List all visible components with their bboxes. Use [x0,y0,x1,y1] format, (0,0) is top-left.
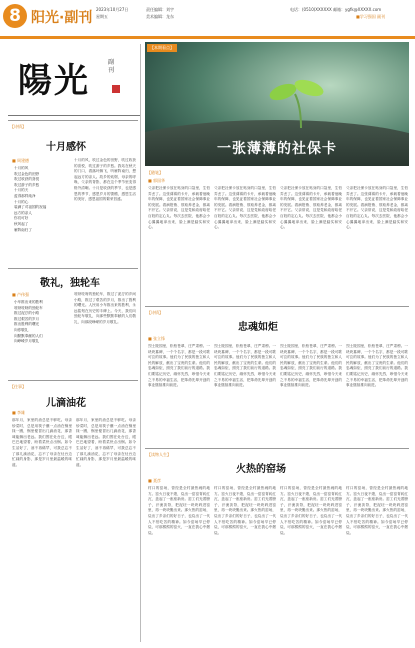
byline: ■ 张立锋 [148,336,166,341]
divider [8,380,138,381]
section-tag: 【诗情】 [147,310,163,315]
poem-line: 向峥嵘岁月敬礼 [14,339,40,344]
section-tag: 【诗情】 [10,124,26,129]
masthead-sub: 副刊 [108,59,115,74]
page-header [0,0,415,38]
weekday-line: 星期五 [96,14,108,19]
article-body-cont: 烈士陵园里，松柏苍翠，庄严肃穆。一块块墓碑，一个个名字，都是一段可歌可泣的故事。他们为了民族的独立和人民的解放，献出了宝贵的生命。他们的忠魂如炬，照亮了我们前行的道路。我们要铭记历史，缅怀先烈，珍惜今天来之不易的幸福生活，把革命先辈开创的事业继续推向前进。 [214,344,276,388]
poem-line: 你们可好 [14,216,29,221]
feature-photo [145,42,409,166]
poem-line: 吹过游子的乡愁 [14,182,40,187]
poem-line: 小车推出来的胜利 [14,300,43,304]
divider [8,268,138,269]
poem-line: 十月的心 [14,199,29,204]
masthead-rule [8,115,140,116]
headline: 十月感怀 [46,142,86,153]
article-body-cont: 父亲把社保卡放在贴身的口袋里，生怕弄丢了。这张薄薄的卡片，承载着他晚年的保障，也见证着国家社会保障事业的发展。看病报销、领取养老金，都离不开它。父亲常说，这是党和政府给老百姓的定心丸。每次去医院，他都会小心翼翼地拿出来，脸上满是踏实和安心。 [280,186,342,230]
poem-line: 蓝得那样纯净 [14,193,36,198]
headline: 敬礼，独轮车 [40,278,100,289]
poem-line: 推出胜利的曙光 [14,322,40,327]
article-body-cont: 父亲把社保卡放在贴身的口袋里，生怕弄丢了。这张薄薄的卡片，承载着他晚年的保障，也见证着国家社会保障事业的发展。看病报销、领取养老金，都离不开它。父亲常说，这是党和政府给老百姓的定心丸。每次去医院，他都会小心翼翼地拿出来，脸上满是踏实和安心。 [214,186,276,230]
byline: ■ 周建德 [12,158,30,163]
poem-line: 雁阵南归了 [14,227,32,232]
article-body-cont: 村口的窑场，曾经是全村最热闹的地方。窑火日夜不熄，烧出一窑窑青砖红瓦，盖起了一座座新房。窑工们光着膀子，汗流浃背，把泥坯一块块码进窑里，再一块块搬出来。那火热的窑场，烧出了乡亲们的好日子，也烧出了一代人不怕吃苦的精神。如今窑场早已停烧，可那熊熊的窑火，一直在我心中燃烧。 [280,486,342,535]
poem-column [14,166,72,266]
section-tag: 【读物人生】 [147,452,171,457]
poem-line: 向你敬礼 [14,327,29,332]
poem-line: 吹过收获的喜悦 [14,177,40,182]
photo-tag: 【本期看点】 [147,44,177,52]
headline: 儿滴油花 [46,398,86,409]
byline: ■ 李雄 [12,410,26,415]
date-line: 2023年10月27日 [96,7,129,12]
poem-line: 秋风起了 [14,221,29,226]
article-body: 吱呀吱呀的独轮车，推过了泥泞的乡间小路，推过了艰苦的岁月，推出了胜利的曙光。人民用小车推出来的胜利，永远铭刻在历史的丰碑上。今天，我们向独轮车敬礼，向那些默默奉献的人们敬礼，向那段峥嵘的岁月敬礼。 [74,292,136,324]
poem-line: 推过艰苦的岁月 [14,316,40,321]
article-body-cont: 那年月，家里的油总是不够吃。母亲炒菜时，总是用筷子蘸一点油在锅里抹一圈，锅里便冒出几滴油花，那香味能飘出老远。我们围在灶台边，眼巴巴地望着，盼着菜快点出锅。如今生活好了，油不再稀罕，可我总忘不了那几滴油花，忘不了母亲在灶台边忙碌的身影，那是岁月里最温暖的味道。 [76,418,136,467]
masthead [8,45,132,109]
article-body: 十月的风，吹过金色的田野，吹过收获的喜悦，吹过游子的乡愁。我站在秋天的门口，看落叶飘飞，听雁阵南归，想起远方的亲人。故乡的炊烟，母亲的呼唤，父亲的背影，都在这个季节里变得格外清晰。十月是收获的季节，也是感恩的季节，感恩岁月的馈赠，感恩生活的美好，感恩祖国的繁荣昌盛。 [74,158,136,202]
page-name: 阳光·副刊 [31,10,93,26]
article-body: 烈士陵园里，松柏苍翠，庄严肃穆。一块块墓碑，一个个名字，都是一段可歌可泣的故事。他们为了民族的独立和人民的解放，献出了宝贵的生命。他们的忠魂如炬，照亮了我们前行的道路。我们要铭记历史，缅怀先烈，珍惜今天来之不易的幸福生活，把革命先辈开创的事业继续推向前进。 [148,344,210,388]
editor-line: 责任编辑：刘宇 [146,7,174,12]
poem-line: 向默默奉献的人们 [14,333,43,338]
poem-line: 十月的风 [14,166,29,170]
poem-line: 吹过金色的田野 [14,171,40,176]
poem-line: 远方的亲人 [14,210,32,215]
article-body-cont: 父亲把社保卡放在贴身的口袋里，生怕弄丢了。这张薄薄的卡片，承载着他晚年的保障，也见证着国家社会保障事业的发展。看病报销、领取养老金，都离不开它。父亲常说，这是党和政府给老百姓的定心丸。每次去医院，他都会小心翼翼地拿出来，脸上满是踏实和安心。 [346,186,408,230]
byline: ■ 聂彦 [148,478,162,483]
section-tag: 【往事】 [10,384,26,389]
divider [8,120,138,121]
contact-line: 电话：(0510)XXXXXX 邮箱：ygfk@XXXXX.com [290,7,382,12]
divider [145,306,409,307]
article-body: 村口的窑场，曾经是全村最热闹的地方。窑火日夜不熄，烧出一窑窑青砖红瓦，盖起了一座座新房。窑工们光着膀子，汗流浃背，把泥坯一块块码进窑里，再一块块搬出来。那火热的窑场，烧出了乡亲们的好日子，也烧出了一代人不怕吃苦的精神。如今窑场早已停烧，可那熊熊的窑火，一直在我心中燃烧。 [148,486,210,535]
photo-title: 一张薄薄的社保卡 [217,141,337,157]
page-number-badge: 8 [3,4,27,28]
headline: 火热的窑场 [236,464,286,475]
poem-line: 装满了对祖国的祝福 [14,205,47,210]
article-body-cont: 村口的窑场，曾经是全村最热闹的地方。窑火日夜不熄，烧出一窑窑青砖红瓦，盖起了一座座新房。窑工们光着膀子，汗流浃背，把泥坯一块块码进窑里，再一块块搬出来。那火热的窑场，烧出了乡亲们的好日子，也烧出了一代人不怕吃苦的精神。如今窑场早已停烧，可那熊熊的窑火，一直在我心中燃烧。 [346,486,408,535]
designer-line: 美术编辑：龙东 [146,14,174,19]
headline: 忠魂如炬 [238,322,278,333]
masthead-seal [112,85,120,93]
right-tag: ■学习强国 副刊 [356,14,386,19]
article-body: 那年月，家里的油总是不够吃。母亲炒菜时，总是用筷子蘸一点油在锅里抹一圈，锅里便冒出几滴油花，那香味能飘出老远。我们围在灶台边，眼巴巴地望着，盼着菜快点出锅。如今生活好了，油不再稀罕，可我总忘不了那几滴油花，忘不了母亲在灶台边忙碌的身影，那是岁月里最温暖的味道。 [12,418,72,467]
poem-line: 十月的天 [14,188,29,193]
article-body-cont: 烈士陵园里，松柏苍翠，庄严肃穆。一块块墓碑，一个个名字，都是一段可歌可泣的故事。他们为了民族的独立和人民的解放，献出了宝贵的生命。他们的忠魂如炬，照亮了我们前行的道路。我们要铭记历史，缅怀先烈，珍惜今天来之不易的幸福生活，把革命先辈开创的事业继续推向前进。 [346,344,408,388]
header-rule [0,36,415,39]
masthead-title: 陽光 [18,61,90,101]
article-body: 父亲把社保卡放在贴身的口袋里，生怕弄丢了。这张薄薄的卡片，承载着他晚年的保障，也见证着国家社会保障事业的发展。看病报销、领取养老金，都离不开它。父亲常说，这是党和政府给老百姓的定心丸。每次去医院，他都会小心翼翼地拿出来，脸上满是踏实和安心。 [148,186,210,230]
poem-line: 吱呀吱呀的独轮车 [14,305,43,310]
column-rule [140,44,141,642]
article-body-cont: 村口的窑场，曾经是全村最热闹的地方。窑火日夜不熄，烧出一窑窑青砖红瓦，盖起了一座座新房。窑工们光着膀子，汗流浃背，把泥坯一块块码进窑里，再一块块搬出来。那火热的窑场，烧出了乡亲们的好日子，也烧出了一代人不怕吃苦的精神。如今窑场早已停烧，可那熊熊的窑火，一直在我心中燃烧。 [214,486,276,535]
byline: ■ 卢伟强 [12,292,30,297]
article-body-cont: 烈士陵园里，松柏苍翠，庄严肃穆。一块块墓碑，一个个名字，都是一段可歌可泣的故事。他们为了民族的独立和人民的解放，献出了宝贵的生命。他们的忠魂如炬，照亮了我们前行的道路。我们要铭记历史，缅怀先烈，珍惜今天来之不易的幸福生活，把革命先辈开创的事业继续推向前进。 [280,344,342,388]
section-tag: 【随笔】 [147,170,163,175]
byline: ■ 郭国华 [148,178,166,183]
poem-column [14,300,72,376]
divider [145,448,409,449]
poem-line: 推过泥泞的小路 [14,311,40,316]
